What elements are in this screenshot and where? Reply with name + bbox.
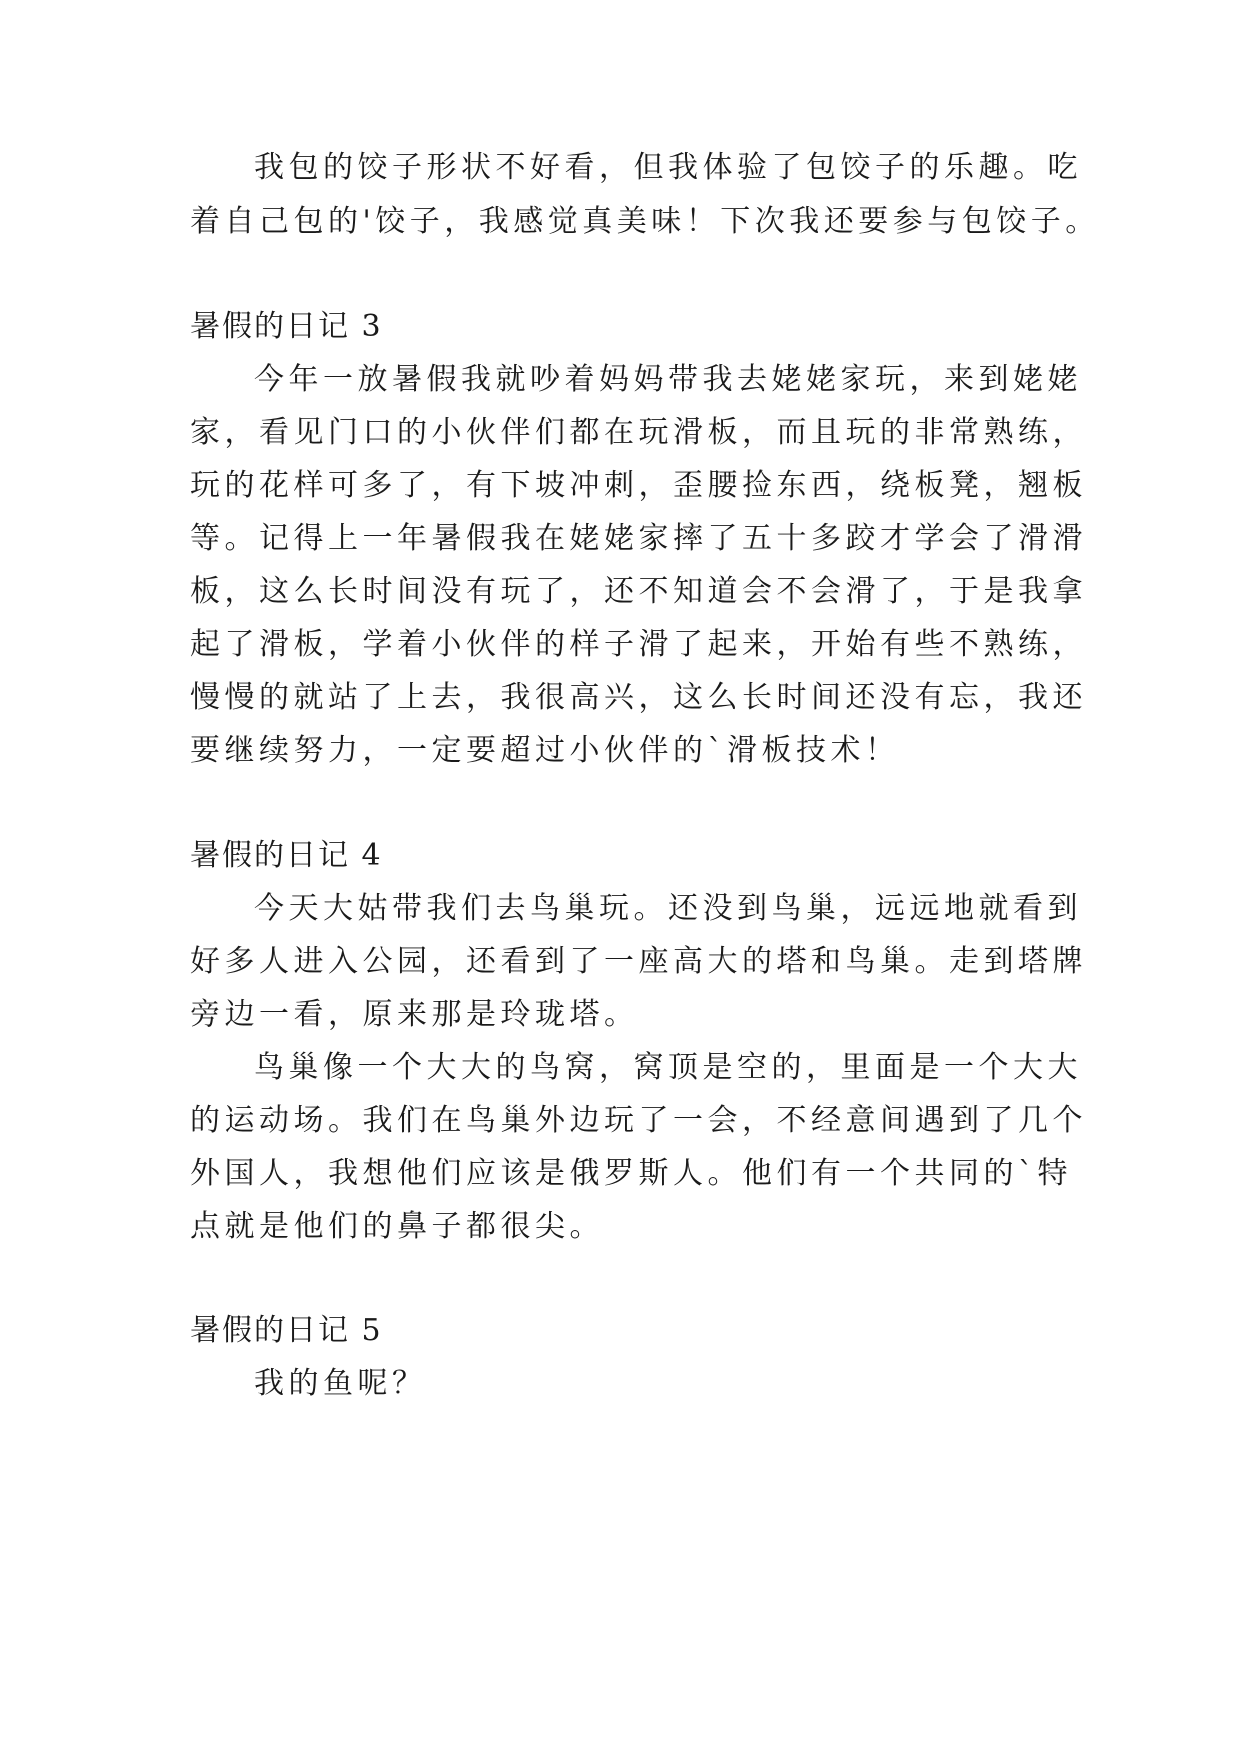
- paragraph-line: 板，这么长时间没有玩了，还不知道会不会滑了，于是我拿: [190, 574, 1087, 609]
- paragraph-line: 今年一放暑假我就吵着妈妈带我去姥姥家玩，来到姥姥: [254, 362, 1082, 397]
- paragraph-line: 着自己包的'饺子，我感觉真美味！下次我还要参与包饺子。: [190, 204, 1100, 239]
- paragraph-line: 今天大姑带我们去鸟巢玩。还没到鸟巢，远远地就看到: [254, 891, 1082, 926]
- section-title: 暑假的日记 3: [190, 309, 383, 344]
- paragraph-line: 玩的花样可多了，有下坡冲刺，歪腰捡东西，绕板凳，翘板: [190, 468, 1087, 503]
- paragraph-line: 的运动场。我们在鸟巢外边玩了一会，不经意间遇到了几个: [190, 1103, 1087, 1138]
- paragraph-line: 要继续努力，一定要超过小伙伴的`滑板技术！: [190, 733, 900, 768]
- paragraph-line: 点就是他们的鼻子都很尖。: [190, 1209, 604, 1244]
- paragraph-line: 我包的饺子形状不好看，但我体验了包饺子的乐趣。吃: [254, 150, 1082, 185]
- paragraph-line: 我的鱼呢？: [254, 1366, 427, 1401]
- paragraph-line: 家，看见门口的小伙伴们都在玩滑板，而且玩的非常熟练，: [190, 415, 1087, 450]
- paragraph-line: 起了滑板，学着小伙伴的样子滑了起来，开始有些不熟练，: [190, 627, 1087, 662]
- paragraph-line: 外国人，我想他们应该是俄罗斯人。他们有一个共同的`特: [190, 1156, 1072, 1191]
- paragraph-line: 鸟巢像一个大大的鸟窝，窝顶是空的，里面是一个大大: [254, 1050, 1082, 1085]
- paragraph-line: 好多人进入公园，还看到了一座高大的塔和鸟巢。走到塔牌: [190, 944, 1087, 979]
- paragraph-line: 慢慢的就站了上去，我很高兴，这么长时间还没有忘，我还: [190, 680, 1087, 715]
- paragraph-line: 等。记得上一年暑假我在姥姥家摔了五十多跤才学会了滑滑: [190, 521, 1087, 556]
- section-title: 暑假的日记 5: [190, 1313, 383, 1348]
- paragraph-line: 旁边一看，原来那是玲珑塔。: [190, 997, 639, 1032]
- section-title: 暑假的日记 4: [190, 838, 383, 873]
